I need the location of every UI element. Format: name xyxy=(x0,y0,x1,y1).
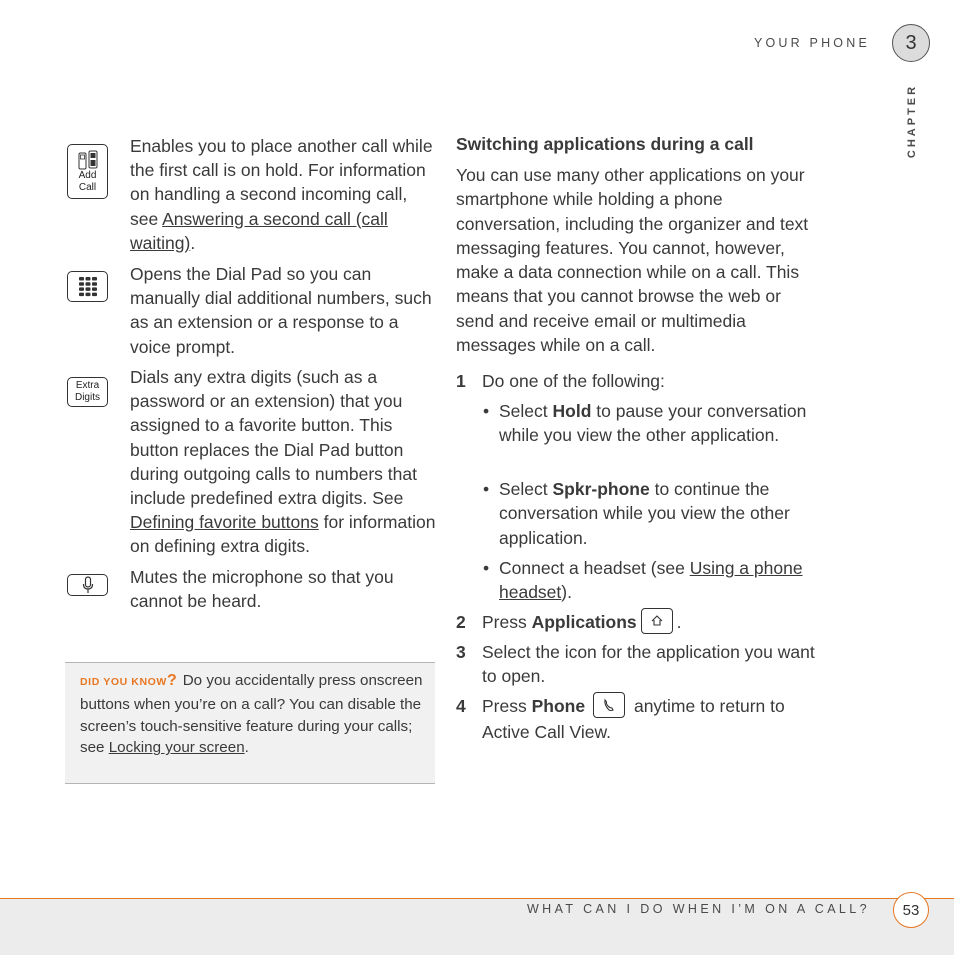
running-header: YOUR PHONE xyxy=(753,36,870,50)
step-number: 4 xyxy=(456,696,466,716)
tip-label: DID YOU KNOW xyxy=(80,676,167,688)
add-call-text-end: . xyxy=(190,232,196,253)
dial-pad-description: Opens the Dial Pad so you can manually dial additional numbers, such as an extension or a response to a voice prompt. xyxy=(130,264,432,357)
extra-digits-text-end: for information on defining extra digits. xyxy=(130,512,436,557)
bullet-dot: • xyxy=(483,479,490,499)
using-phone-headset-link[interactable]: Using a phone headset xyxy=(499,558,803,603)
footer xyxy=(0,898,954,955)
step-text: Press Phone anytime to return to Active Call View. xyxy=(482,694,826,745)
bullet-text: Select Hold to pause your conversation while you view the other application. xyxy=(499,401,807,446)
step-number: 2 xyxy=(456,612,466,632)
microphone-icon xyxy=(81,576,95,594)
applications-key-icon xyxy=(641,608,673,634)
extra-digits-text: Dials any extra digits (such as a password or an extension) that you assigned to a favorite button. This button replaces the Dial Pad button during outgoing calls to numbers that include predefined extra digits. See xyxy=(130,367,417,509)
page-number-badge xyxy=(893,892,929,928)
bullet-text: Select Spkr-phone to continue the conversation while you view the other application. xyxy=(499,479,790,548)
spkr-phone-option: Spkr-phone xyxy=(552,479,650,499)
extra-digits-label-line1: Extra xyxy=(75,380,100,391)
extra-digits-icon xyxy=(67,377,108,407)
step-text: Select the icon for the application you want to open. xyxy=(482,642,815,687)
locking-your-screen-link[interactable]: Locking your screen xyxy=(108,739,245,757)
home-icon xyxy=(642,609,672,633)
tip-question-mark: ? xyxy=(166,672,177,689)
step-number: 3 xyxy=(456,642,466,662)
phone-key-icon xyxy=(593,692,625,718)
dial-pad-icon xyxy=(67,271,108,302)
bullet-dot: • xyxy=(483,401,490,421)
tip-body-end: . xyxy=(244,739,249,757)
tip-body: Do you accidentally press onscreen buttons when you’re on a call? You can disable the screen’s touch-sensitive feature during your calls; see xyxy=(80,672,423,757)
bullet-text: Connect a headset (see Using a phone headset). xyxy=(499,558,803,603)
hold-option: Hold xyxy=(552,401,592,421)
keypad-grid-icon xyxy=(77,276,99,298)
page-number: 53 xyxy=(902,901,920,919)
add-call-label-line1: Add xyxy=(78,169,97,181)
did-you-know-tip xyxy=(65,662,435,784)
footer-title: WHAT CAN I DO WHEN I’M ON A CALL? xyxy=(526,902,870,916)
add-call-icon xyxy=(67,144,108,199)
step-text: Press Applications . xyxy=(482,610,826,636)
chapter-number-badge xyxy=(892,24,930,62)
phone-key-name: Phone xyxy=(531,696,586,716)
two-phones-icon xyxy=(74,150,102,170)
applications-key-name: Applications xyxy=(531,612,637,632)
chapter-number: 3 xyxy=(905,31,917,54)
step-text: Do one of the following: xyxy=(482,371,665,391)
intro-paragraph: You can use many other applications on your smartphone while holding a phone conversation, including the organizer and text messaging features. You cannot, however, make a data connection while on a call. This means that you cannot browse the web or send and receive email or multimedia messages while on a call. xyxy=(456,165,809,356)
defining-favorite-buttons-link[interactable]: Defining favorite buttons xyxy=(130,512,319,533)
tip-text xyxy=(80,670,425,759)
add-call-label-line2: Call xyxy=(78,181,97,193)
section-heading: Switching applications during a call xyxy=(456,134,754,154)
handset-icon xyxy=(594,693,624,717)
chapter-label: CHAPTER xyxy=(906,83,918,159)
add-call-description xyxy=(130,134,440,255)
extra-digits-label-line2: Digits xyxy=(74,392,100,403)
add-call-text: Enables you to place another call while the first call is on hold. For information on handling a second incoming call, see xyxy=(130,136,433,229)
mute-description: Mutes the microphone so that you cannot be heard. xyxy=(130,567,394,612)
bullet-dot: • xyxy=(483,558,490,578)
extra-digits-description xyxy=(130,365,440,559)
answering-second-call-link[interactable]: Answering a second call (call waiting) xyxy=(130,208,388,253)
step-number: 1 xyxy=(456,371,466,391)
mute-microphone-icon xyxy=(67,574,108,596)
